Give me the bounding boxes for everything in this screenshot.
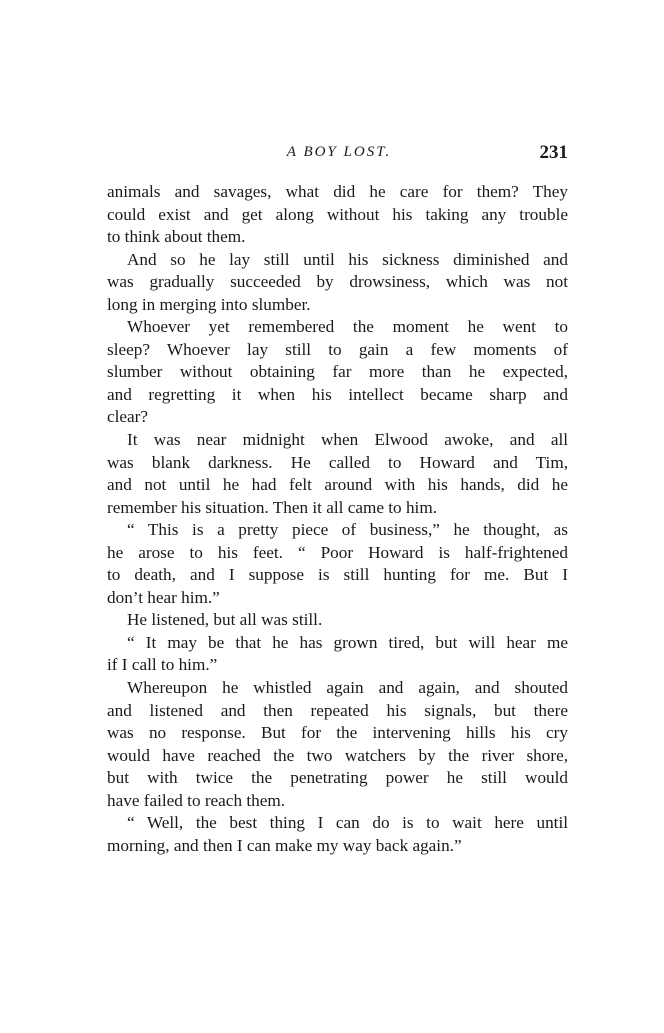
text-line: and not until he had felt around with his hands, did he <box>107 475 568 495</box>
running-head <box>110 142 568 168</box>
text-line: was no response. But for the intervening hills his cry <box>107 723 568 743</box>
text-line: long in merging into slumber. <box>107 294 311 314</box>
text-line: could exist and get along without his taking any trouble <box>107 204 568 224</box>
running-title: A BOY LOST. <box>286 144 392 160</box>
text-line: to think about them. <box>107 227 246 247</box>
text-line: He listened, but all was still. <box>127 610 323 630</box>
text-line: to death, and I suppose is still hunting for me. But I <box>107 565 568 585</box>
body-text <box>107 181 568 857</box>
text-line: but with twice the penetrating power he still would <box>107 768 568 788</box>
text-line: “ Well, the best thing I can do is to wait here until <box>127 813 568 833</box>
text-line: have failed to reach them. <box>107 790 285 810</box>
text-line: “ It may be that he has grown tired, but will hear me <box>127 632 568 652</box>
text-line: and regretting it when his intellect became sharp and <box>107 384 568 404</box>
text-line: It was near midnight when Elwood awoke, and all <box>127 430 568 450</box>
text-line: Whoever yet remembered the moment he went to <box>127 317 568 337</box>
page-number: 231 <box>539 142 568 163</box>
text-line: remember his situation. Then it all came to him. <box>107 497 437 517</box>
text-line: animals and savages, what did he care for them? They <box>107 182 568 201</box>
text-line: slumber without obtaining far more than he expected, <box>107 362 568 382</box>
text-line: don’t hear him.” <box>107 587 220 607</box>
text-line: Whereupon he whistled again and again, and shouted <box>127 678 568 698</box>
text-line: would have reached the two watchers by the river shore, <box>107 745 568 765</box>
text-line: sleep? Whoever lay still to gain a few moments of <box>107 339 568 359</box>
text-line: “ This is a pretty piece of business,” he thought, as <box>127 520 568 540</box>
text-line: he arose to his feet. “ Poor Howard is half-frightened <box>107 542 568 562</box>
text-line: if I call to him.” <box>107 655 218 675</box>
text-line: morning, and then I can make my way back again.” <box>107 835 462 855</box>
text-line: was gradually succeeded by drowsiness, which was not <box>107 272 568 292</box>
text-line: And so he lay still until his sickness diminished and <box>127 249 568 269</box>
text-line: was blank darkness. He called to Howard and Tim, <box>107 452 568 472</box>
text-line: and listened and then repeated his signals, but there <box>107 700 568 720</box>
text-line: clear? <box>107 407 149 427</box>
